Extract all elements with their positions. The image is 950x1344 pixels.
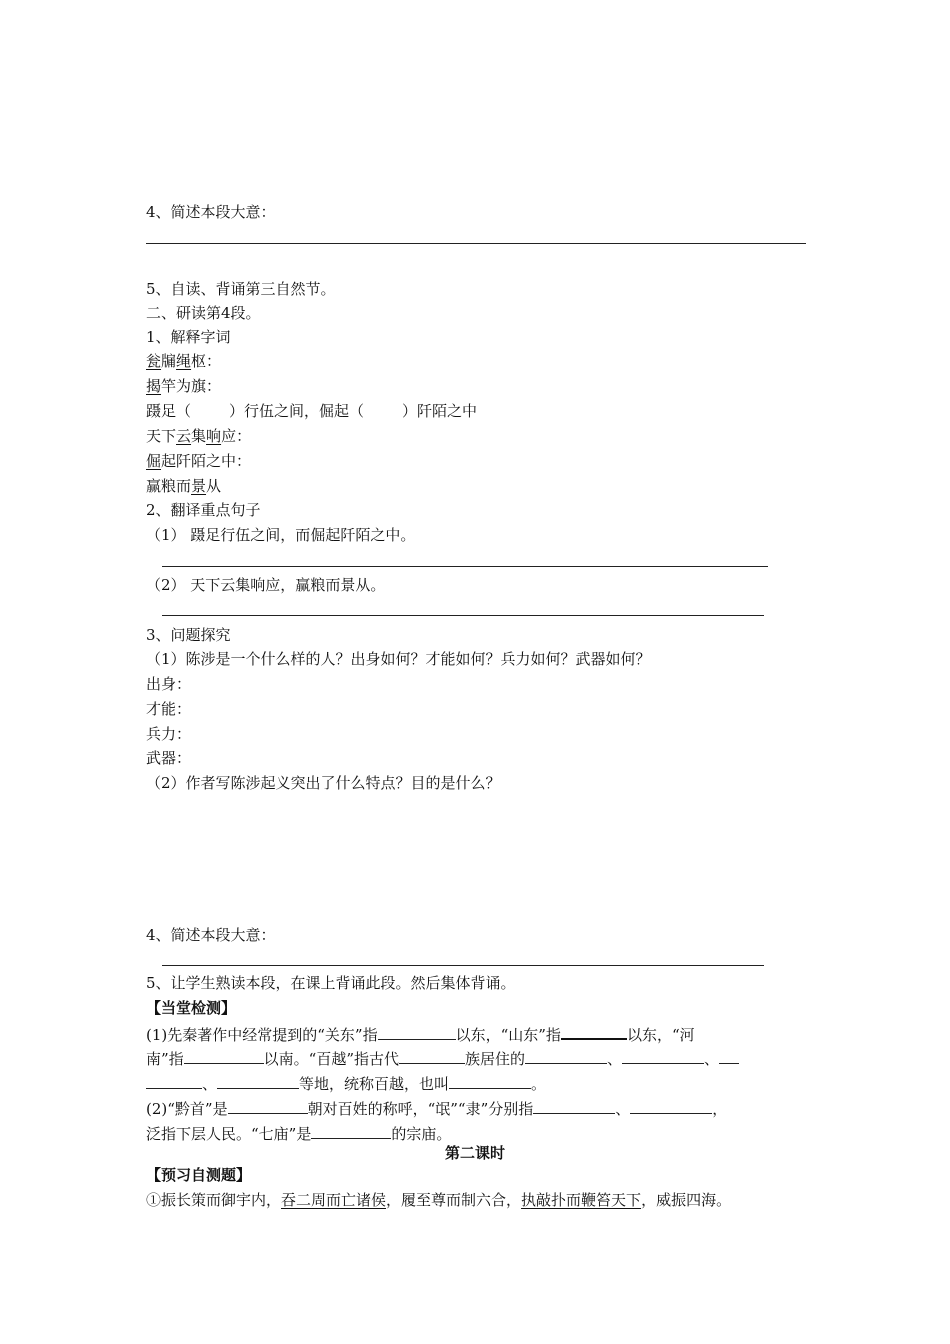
underlined-char: 揭 (146, 377, 162, 395)
answer-line (146, 243, 806, 244)
text: 、 (615, 1100, 631, 1118)
text: 泛指下层人民。“七庙”是 (146, 1125, 312, 1143)
text: 集 (191, 427, 207, 445)
label-origin: 出身： (146, 675, 192, 693)
fill-blank[interactable] (146, 1073, 202, 1089)
underlined-char: 景 (191, 477, 207, 495)
fill-blank[interactable] (533, 1098, 615, 1114)
text: 枢： (191, 352, 222, 370)
text: 朝对百姓的称呼，“氓”“隶”分别指 (307, 1100, 534, 1118)
text: 的宗庙。 (391, 1125, 452, 1143)
text: 、 (202, 1075, 218, 1093)
question-4-summary: 4、简述本段大意： (146, 926, 276, 944)
check-row (146, 1123, 451, 1144)
answer-line (162, 566, 768, 567)
fill-blank[interactable] (311, 1123, 391, 1139)
label-weapons: 武器： (146, 749, 192, 767)
text: 竿为旗： (161, 377, 222, 395)
text: 以东，“河 (626, 1026, 695, 1044)
text: 、 (607, 1050, 623, 1068)
vocab-item (146, 426, 251, 446)
inquiry-question-1: （1）陈涉是一个什么样的人？出身如何？才能如何？兵力如何？武器如何？ (146, 650, 651, 668)
underlined-char: 倔 (146, 452, 162, 470)
text: ，履至尊而制六合， (386, 1191, 522, 1209)
answer-line (162, 615, 764, 616)
text: ）阡陌之中 (402, 402, 478, 420)
underlined-char: 响 (206, 427, 222, 445)
fill-blank[interactable] (525, 1048, 607, 1064)
text: 天下 (146, 427, 177, 445)
text: ）行伍之间，倔起（ (229, 402, 365, 420)
answer-line (162, 965, 764, 966)
inquiry-heading: 3、问题探究 (146, 626, 231, 644)
text: ①振长策而御宇内， (146, 1191, 282, 1209)
text: ， (712, 1100, 728, 1118)
underlined-char: 瓮 (146, 352, 162, 370)
fill-blank[interactable] (449, 1073, 531, 1089)
preview-text (146, 1190, 731, 1210)
fill-blank[interactable] (399, 1048, 465, 1064)
text: 以南。“百越”指古代 (263, 1050, 400, 1068)
section-title: 二、研读第4段。 (146, 304, 261, 322)
vocab-item (146, 401, 477, 421)
text: ，威振四海。 (641, 1191, 732, 1209)
text: 、 (704, 1050, 720, 1068)
fill-blank[interactable] (561, 1023, 627, 1040)
fill-blank[interactable] (630, 1098, 712, 1114)
translate-heading: 2、翻译重点句子 (146, 501, 261, 519)
text: 等地，统称百越，也叫 (299, 1075, 450, 1093)
lesson-title: 第二课时 (444, 1144, 505, 1162)
text: 赢粮而 (146, 477, 192, 495)
fill-blank[interactable] (719, 1048, 739, 1064)
text: 牖 (161, 352, 177, 370)
underlined-phrase: 吞二周而亡诸侯 (281, 1191, 387, 1209)
check-header: 【当堂检测】 (146, 999, 237, 1017)
text: 以东，“山东”指 (455, 1026, 561, 1044)
vocab-item (146, 451, 251, 471)
preview-header: 【预习自测题】 (146, 1166, 252, 1184)
text: 。 (531, 1075, 547, 1093)
text: 族居住的 (465, 1050, 526, 1068)
vocab-item (146, 376, 221, 396)
check-row (146, 1098, 727, 1119)
question-4-summary: 4、简述本段大意： (146, 203, 276, 221)
inquiry-question-2: （2）作者写陈涉起义突出了什么特点？目的是什么？ (146, 774, 501, 792)
vocab-heading: 1、解释字词 (146, 328, 231, 346)
sentence-1: （1） 蹑足行伍之间，而倔起阡陌之中。 (146, 526, 416, 544)
text: (2)“黔首”是 (146, 1100, 228, 1118)
fill-blank[interactable] (228, 1098, 308, 1114)
text: 从 (206, 477, 222, 495)
vocab-item (146, 351, 221, 371)
question-5-recite: 5、自读、背诵第三自然节。 (146, 280, 336, 298)
label-troops: 兵力： (146, 725, 192, 743)
fill-blank[interactable] (622, 1048, 704, 1064)
fill-blank[interactable] (217, 1073, 299, 1089)
question-5-recite: 5、让学生熟读本段，在课上背诵此段。然后集体背诵。 (146, 974, 516, 992)
text: (1)先秦著作中经常提到的“关东”指 (146, 1026, 378, 1044)
label-ability: 才能： (146, 700, 192, 718)
check-row (146, 1073, 546, 1094)
underlined-phrase: 执敲扑而鞭笞天下 (521, 1191, 642, 1209)
vocab-item (146, 476, 221, 496)
check-row (146, 1023, 695, 1045)
check-row (146, 1048, 739, 1069)
text: 蹑足（ (146, 402, 192, 420)
fill-blank[interactable] (378, 1024, 456, 1040)
text: 起阡陌之中： (161, 452, 252, 470)
fill-blank[interactable] (184, 1048, 264, 1064)
text: 南”指 (146, 1050, 184, 1068)
underlined-char: 绳 (176, 352, 192, 370)
underlined-char: 云 (176, 427, 192, 445)
sentence-2: （2） 天下云集响应，赢粮而景从。 (146, 576, 386, 594)
text: 应： (221, 427, 252, 445)
